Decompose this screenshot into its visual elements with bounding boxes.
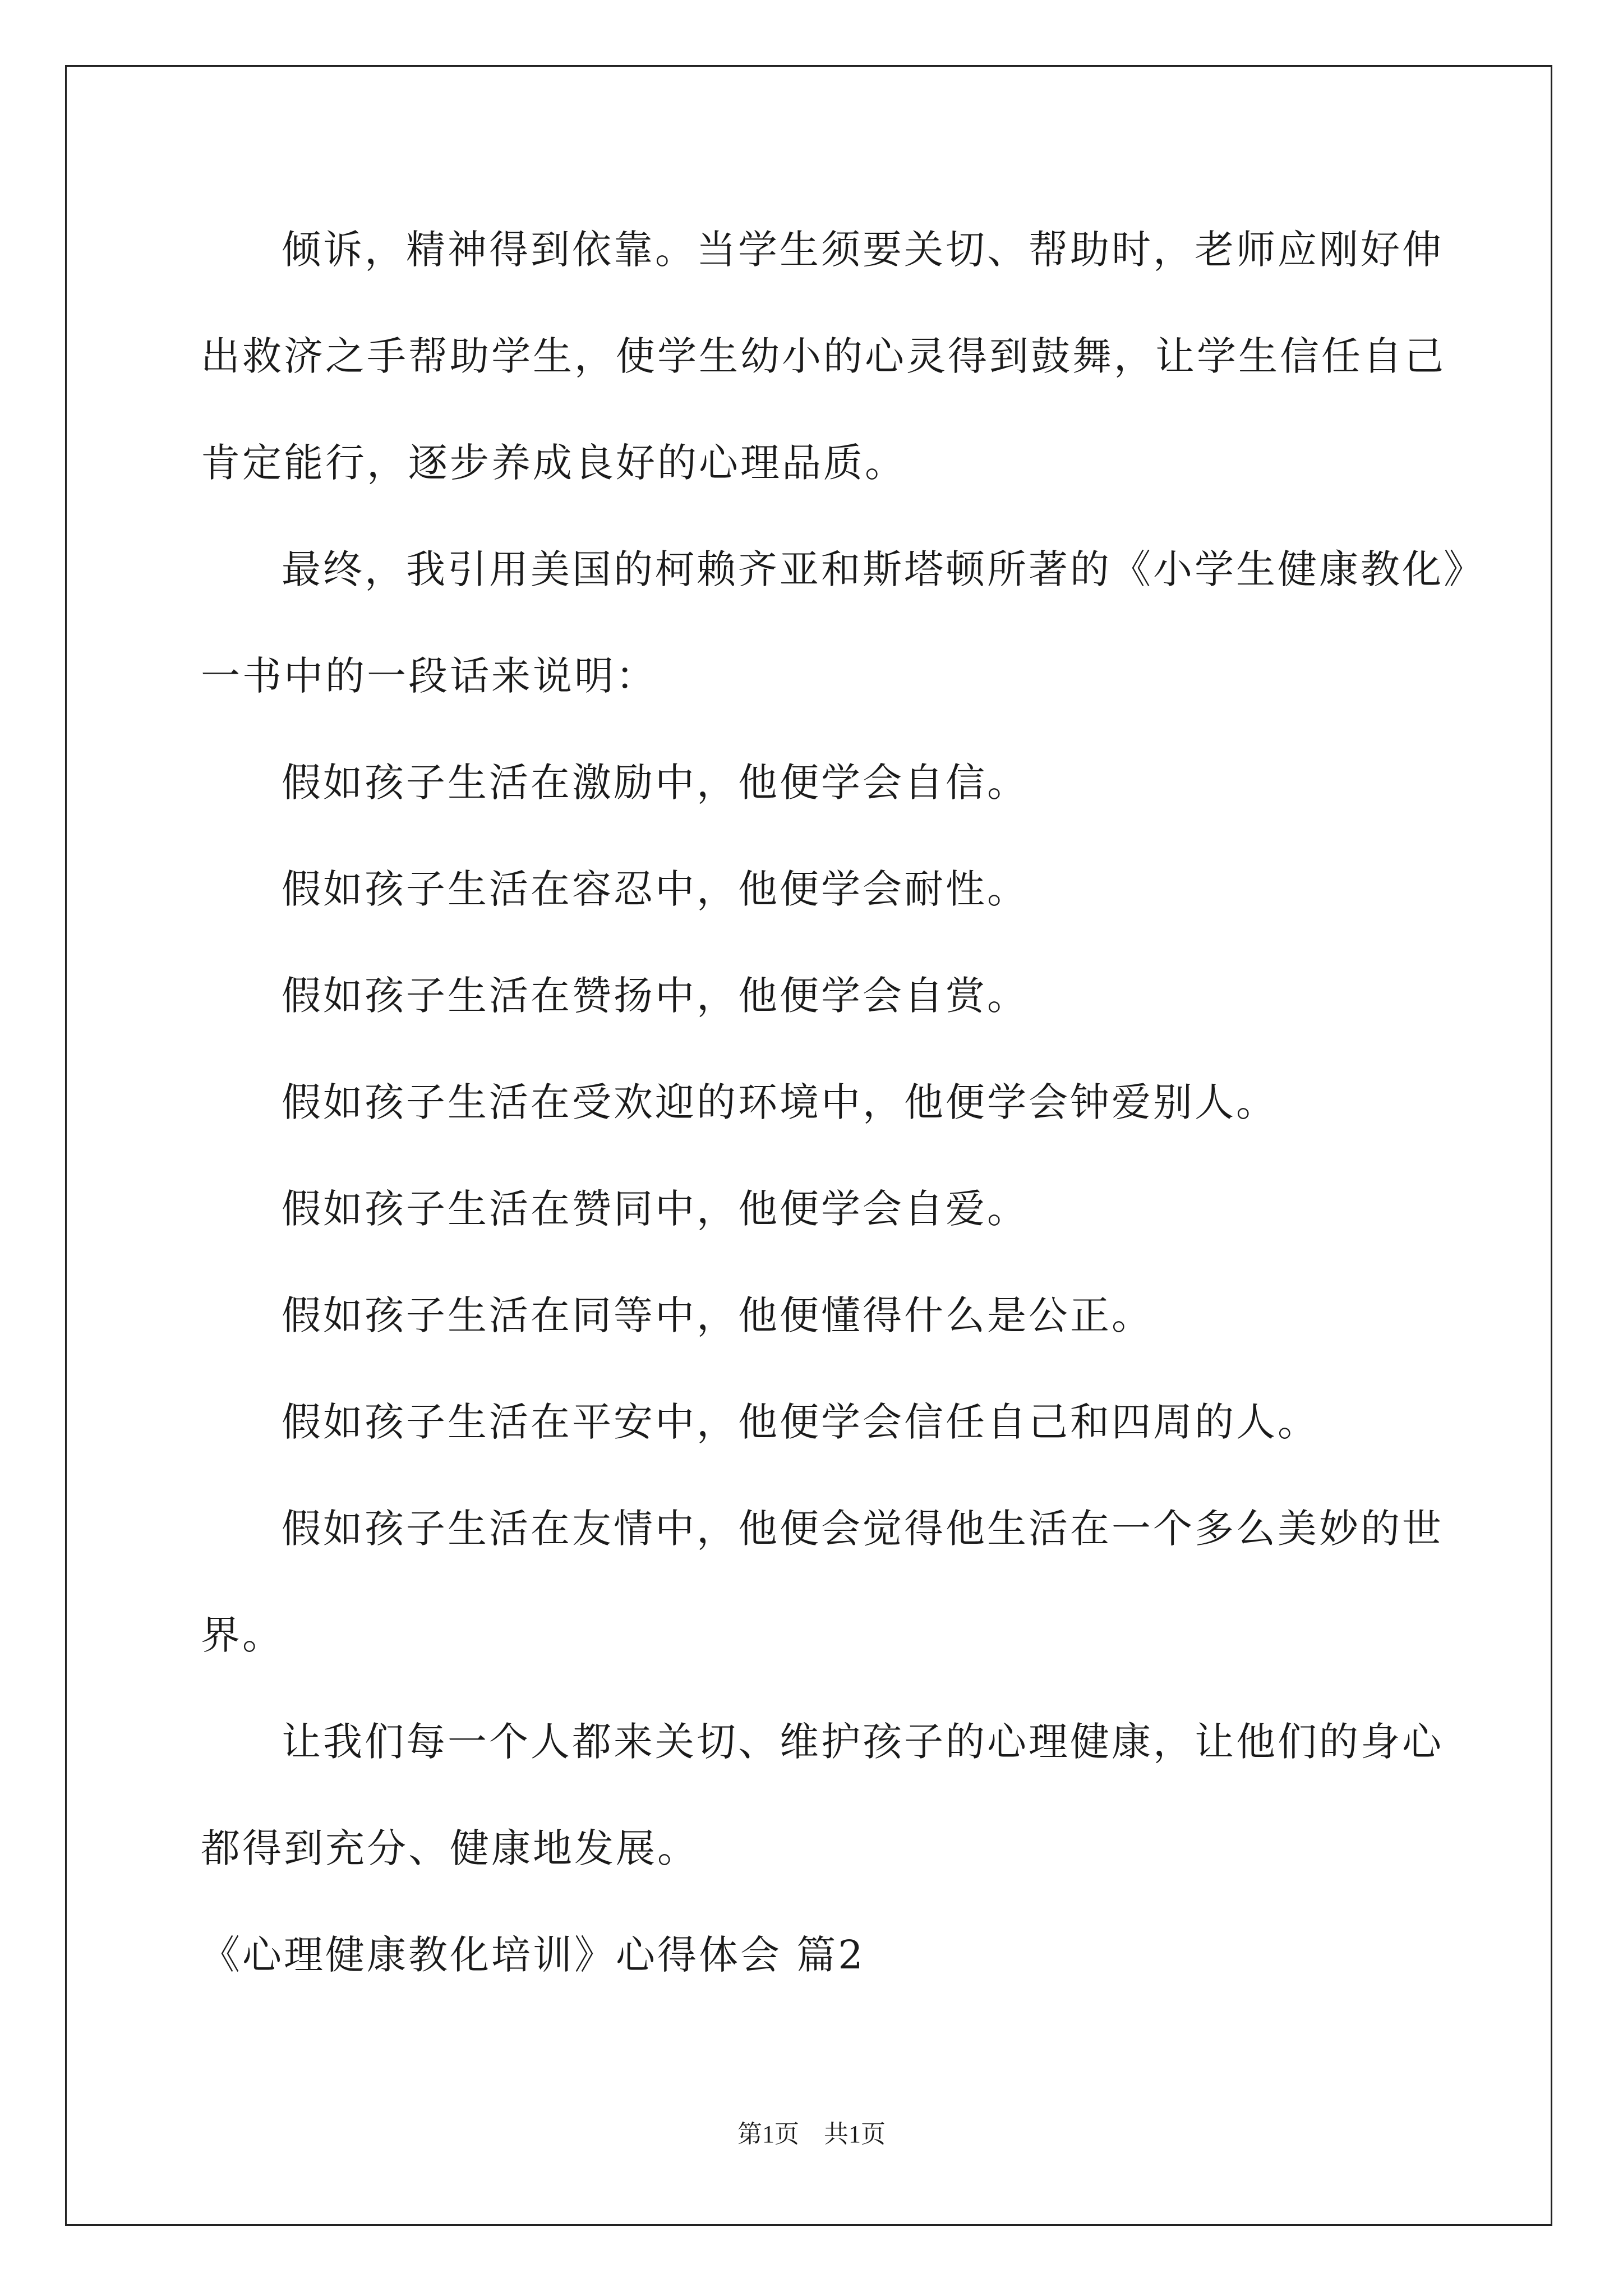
paragraph-line: 一书中的一段话来说明： bbox=[201, 653, 657, 699]
paragraph-line: 肯定能行，逐步养成良好的心理品质。 bbox=[201, 440, 906, 486]
paragraph-line: 假如孩子生活在平安中，他便学会信任自己和四周的人。 bbox=[282, 1399, 1319, 1445]
paragraph-line: 出救济之手帮助学生，使学生幼小的心灵得到鼓舞，让学生信任自己 bbox=[201, 333, 1446, 379]
paragraph-line: 假如孩子生活在激励中，他便学会自信。 bbox=[282, 760, 1029, 806]
paragraph-line: 假如孩子生活在受欢迎的环境中，他便学会钟爱别人。 bbox=[282, 1079, 1278, 1125]
paragraph-line: 最终，我引用美国的柯赖齐亚和斯塔顿所著的《小学生健康教化》 bbox=[282, 546, 1485, 592]
paragraph-line: 假如孩子生活在赞同中，他便学会自爱。 bbox=[282, 1186, 1029, 1232]
paragraph-line: 都得到充分、健康地发展。 bbox=[201, 1825, 699, 1871]
paragraph-line: 假如孩子生活在友情中，他便会觉得他生活在一个多么美妙的世 bbox=[282, 1506, 1444, 1552]
paragraph-line: 假如孩子生活在容忍中，他便学会耐性。 bbox=[282, 866, 1029, 912]
paragraph-line: 假如孩子生活在赞扬中，他便学会自赏。 bbox=[282, 973, 1029, 1019]
paragraph-line: 倾诉，精神得到依靠。当学生须要关切、帮助时，老师应刚好伸 bbox=[282, 227, 1444, 273]
section-heading: 《心理健康教化培训》心得体会 篇2 bbox=[201, 1932, 865, 1978]
page-number: 第1页 共1页 bbox=[737, 2120, 886, 2148]
paragraph-line: 让我们每一个人都来关切、维护孩子的心理健康，让他们的身心 bbox=[282, 1719, 1444, 1765]
page-border bbox=[65, 65, 1552, 2226]
paragraph-line: 界。 bbox=[201, 1612, 284, 1658]
paragraph-line: 假如孩子生活在同等中，他便懂得什么是公正。 bbox=[282, 1292, 1153, 1338]
